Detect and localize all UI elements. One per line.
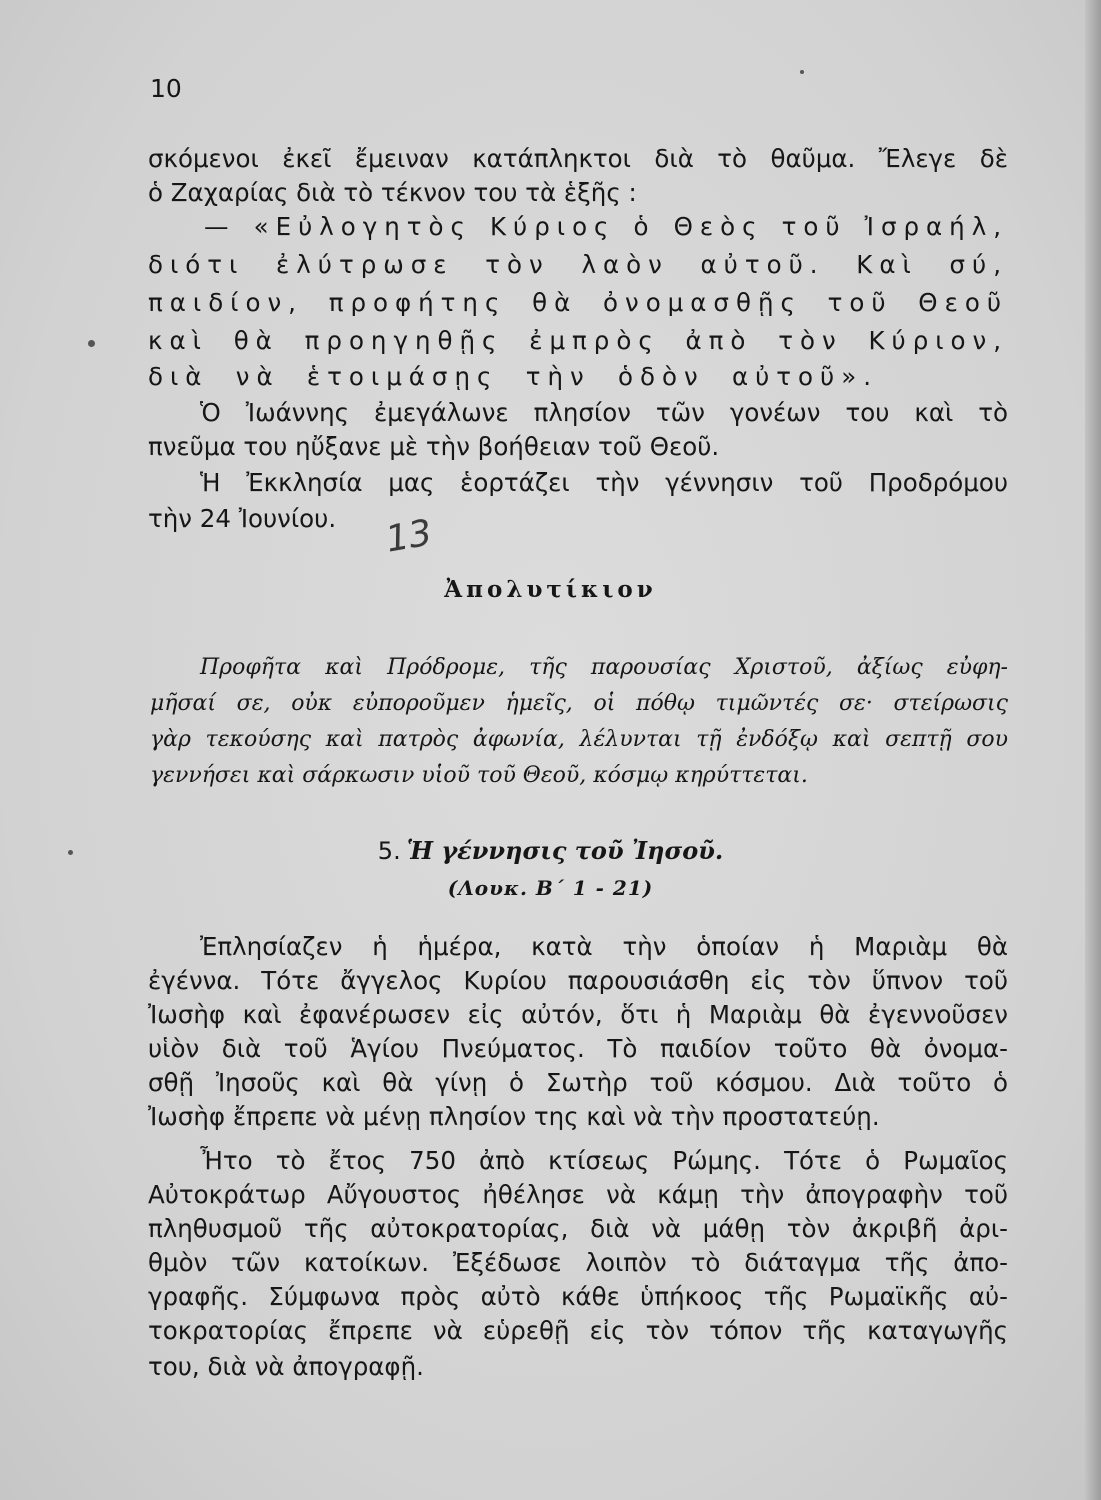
text-line: Ὁ Ἰωάννης ἐμεγάλωνε πλησίον τῶν γονέων του καὶ τὸ: [200, 398, 1008, 427]
body-line: Ἰωσὴφ καὶ ἐφανέρωσεν εἰς αὐτόν, ὅτι ἡ Μαριὰμ θὰ ἐγεννοῦσεν: [148, 1000, 1008, 1029]
body-line: Αὐτοκράτωρ Αὔγουστος ἠθέλησε νὰ κάμῃ τὴν ἀπογραφὴν τοῦ: [148, 1180, 1008, 1209]
section-title-text: Ἡ γέννησις τοῦ Ἰησοῦ.: [406, 836, 724, 865]
text-line: παιδίον, προφήτης θὰ ὀνομασθῇς τοῦ Θεοῦ: [148, 288, 1008, 317]
body-line: Ἦτο τὸ ἔτος 750 ἀπὸ κτίσεως Ρώμης. Τότε ὁ Ρωμαῖος: [200, 1146, 1008, 1175]
text-line: — «Εὐλογητὸς Κύριος ὁ Θεὸς τοῦ Ἰσραήλ,: [204, 212, 1008, 241]
hymn-line: Προφῆτα καὶ Πρόδρομε, τῆς παρουσίας Χριστοῦ, ἀξίως εὐφη-: [200, 655, 1008, 680]
section-reference: (Λουκ. Β΄ 1 - 21): [447, 876, 654, 900]
hymn-line: γὰρ τεκούσης καὶ πατρὸς ἀφωνία, λέλυνται τῇ ἐνδόξῳ καὶ σεπτῇ σου: [150, 727, 1008, 752]
body-line: ἐγέννα. Τότε ἄγγελος Κυρίου παρουσιάσθη εἰς τὸν ὕπνον τοῦ: [148, 966, 1008, 995]
body-line: θμὸν τῶν κατοίκων. Ἐξέδωσε λοιπὸν τὸ διάταγμα τῆς ἀπο-: [148, 1248, 1008, 1277]
body-line: Ἰωσὴφ ἔπρεπε νὰ μένῃ πλησίον της καὶ νὰ τὴν προστατεύῃ.: [148, 1102, 880, 1131]
apolytikion-heading: Ἀπολυτίκιον: [444, 576, 657, 603]
body-line: γραφῆς. Σύμφωνα πρὸς αὐτὸ κάθε ὑπήκοος τῆς Ρωμαϊκῆς αὐ-: [148, 1282, 1008, 1311]
text-line: τὴν 24 Ἰουνίου.: [148, 504, 337, 533]
body-line: του, διὰ νὰ ἀπογραφῇ.: [148, 1352, 424, 1381]
page-binding-shadow: [1085, 0, 1101, 1500]
section-title: [0, 836, 1101, 865]
hymn-line: μῆσαί σε, οὐκ εὐποροῦμεν ἡμεῖς, οἱ πόθῳ τιμῶντές σε· στείρωσις: [150, 691, 1008, 716]
text-line: διὰ νὰ ἑτοιμάσῃς τὴν ὁδὸν αὐτοῦ».: [148, 362, 878, 391]
body-line: τοκρατορίας ἔπρεπε νὰ εὑρεθῇ εἰς τὸν τόπον τῆς καταγωγῆς: [148, 1316, 1008, 1345]
text-line: σκόμενοι ἐκεῖ ἔμειναν κατάπληκτοι διὰ τὸ θαῦμα. Ἔλεγε δὲ: [148, 144, 1008, 173]
paper-speck: [88, 340, 95, 347]
text-line: Ἡ Ἐκκλησία μας ἑορτάζει τὴν γέννησιν τοῦ Προδρόμου: [200, 468, 1008, 497]
body-line: υἱὸν διὰ τοῦ Ἁγίου Πνεύματος. Τὸ παιδίον τοῦτο θὰ ὀνομα-: [148, 1034, 1008, 1063]
text-line: πνεῦμα του ηὔξανε μὲ τὴν βοήθειαν τοῦ Θεοῦ.: [148, 432, 720, 461]
hymn-line: γεννήσει καὶ σάρκωσιν υἱοῦ τοῦ Θεοῦ, κόσμῳ κηρύττεται.: [150, 763, 808, 788]
paper-speck: [800, 70, 804, 74]
section-number: 5.: [377, 837, 401, 865]
body-line: σθῇ Ἰησοῦς καὶ θὰ γίνῃ ὁ Σωτὴρ τοῦ κόσμου. Διὰ τοῦτο ὁ: [148, 1068, 1008, 1097]
text-line: καὶ θὰ προηγηθῇς ἐμπρὸς ἀπὸ τὸν Κύριον,: [148, 326, 1008, 355]
body-line: πληθυσμοῦ τῆς αὐτοκρατορίας, διὰ νὰ μάθῃ τὸν ἀκριβῆ ἀρι-: [148, 1214, 1008, 1243]
handwritten-annotation: 13: [382, 512, 436, 561]
text-line: ὁ Ζαχαρίας διὰ τὸ τέκνον του τὰ ἑξῆς :: [148, 178, 637, 207]
text-line: διότι ἐλύτρωσε τὸν λαὸν αὐτοῦ. Καὶ σύ,: [148, 250, 1008, 279]
body-line: Ἐπλησίαζεν ἡ ἡμέρα, κατὰ τὴν ὁποίαν ἡ Μαριὰμ θὰ: [200, 932, 1008, 961]
page-number: 10: [150, 74, 182, 103]
